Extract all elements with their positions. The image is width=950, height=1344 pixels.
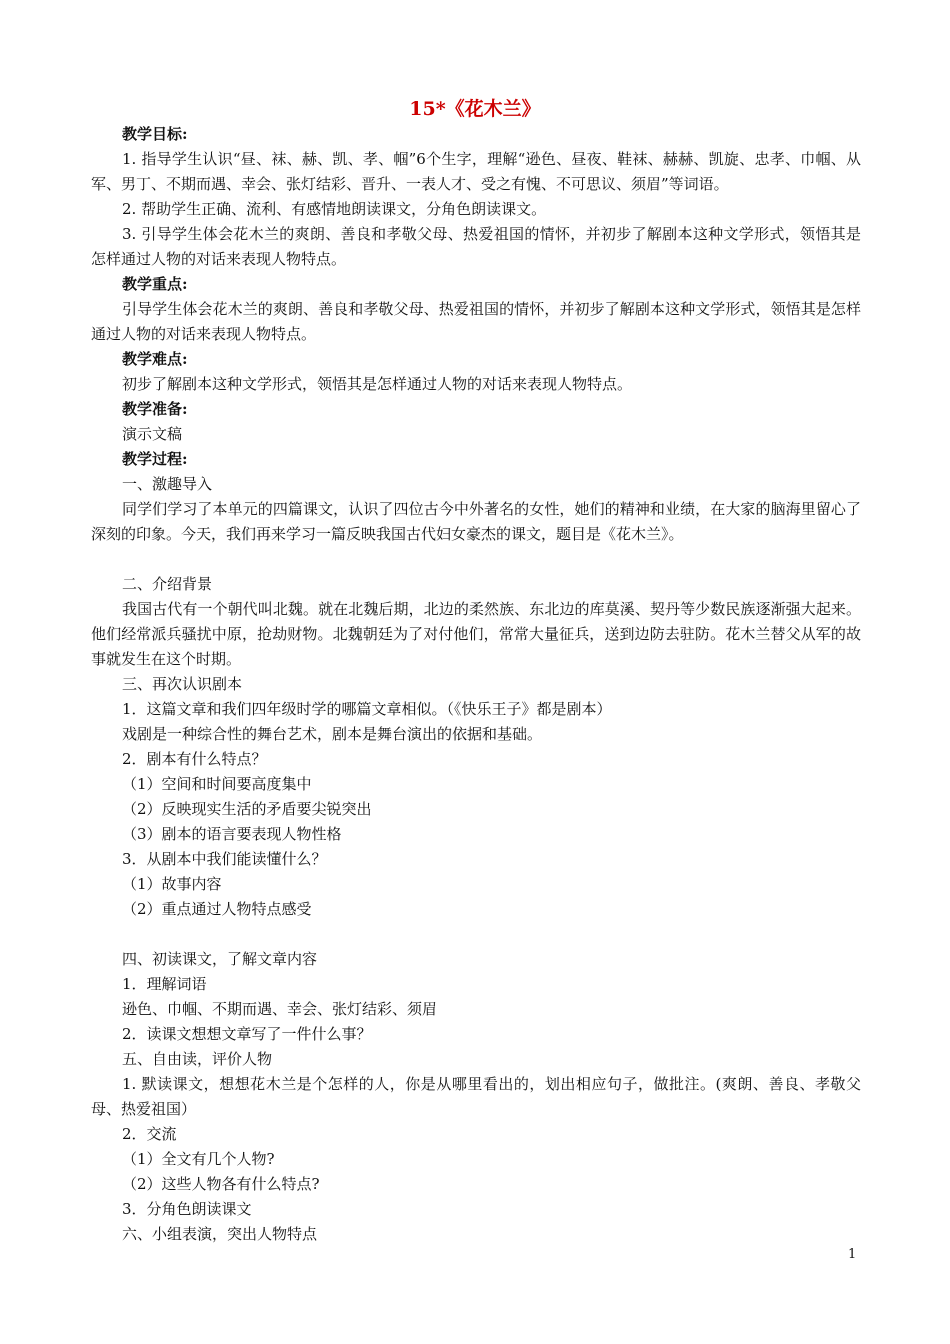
section-paragraph: 我国古代有一个朝代叫北魏。就在北魏后期，北边的柔然族、东北边的库莫溪、契丹等少数民族逐渐强大起来。他们经常派兵骚扰中原，抢劫财物。北魏朝廷为了对付他们，常常大量征兵，送到边防去驻防。花木兰替父从军的故事就发生在这个时期。 <box>91 600 861 668</box>
question-item: 2．交流 <box>122 1125 177 1143</box>
page-title: 15*《花木兰》 <box>409 98 541 120</box>
question-item: 2．剧本有什么特点？ <box>122 750 267 768</box>
section-title: 三、再次认识剧本 <box>122 675 243 693</box>
blank-line <box>91 922 861 947</box>
difficulties-heading: 教学难点: <box>122 350 188 368</box>
question-item: 1．理解词语 <box>122 975 207 993</box>
section-title: 六、小组表演，突出人物特点 <box>122 1225 318 1243</box>
sub-item: （1）故事内容 <box>122 875 222 893</box>
section-title: 一、激趣导入 <box>122 475 213 493</box>
section-title: 二、介绍背景 <box>122 575 213 593</box>
objective-item: 3. 引导学生体会花木兰的爽朗、善良和孝敬父母、热爱祖国的情怀，并初步了解剧本这种文学形式，领悟其是怎样通过人物的对话来表现人物特点。 <box>91 225 861 268</box>
preparation-heading: 教学准备: <box>122 400 188 418</box>
question-note: 戏剧是一种综合性的舞台艺术，剧本是舞台演出的依据和基础。 <box>122 725 543 743</box>
section-paragraph: 同学们学习了本单元的四篇课文，认识了四位古今中外著名的女性，她们的精神和业绩，在大家的脑海里留心了深刻的印象。今天，我们再来学习一篇反映我国古代妇女豪杰的课文，题目是《花木兰》。 <box>91 500 861 543</box>
sub-item: （1）全文有几个人物? <box>122 1150 275 1168</box>
section-title: 四、初读课文，了解文章内容 <box>122 950 318 968</box>
section-title: 五、自由读，评价人物 <box>122 1050 273 1068</box>
sub-item: （2）重点通过人物特点感受 <box>122 900 312 918</box>
process-heading: 教学过程: <box>122 450 188 468</box>
blank-line <box>91 547 861 572</box>
sub-item: （3）剧本的语言要表现人物性格 <box>122 825 342 843</box>
question-item: 1．这篇文章和我们四年级时学的哪篇文章相似。（《快乐王子》都是剧本） <box>122 700 612 718</box>
lesson-plan-body <box>91 122 861 1247</box>
key-points-text: 引导学生体会花木兰的爽朗、善良和孝敬父母、热爱祖国的情怀，并初步了解剧本这种文学形式，领悟其是怎样通过人物的对话来表现人物特点。 <box>91 300 861 343</box>
difficulties-text: 初步了解剧本这种文学形式，领悟其是怎样通过人物的对话来表现人物特点。 <box>122 375 633 393</box>
objective-item: 2. 帮助学生正确、流利、有感情地朗读课文，分角色朗读课文。 <box>122 200 547 218</box>
question-item: 1. 默读课文，想想花木兰是个怎样的人，你是从哪里看出的，划出相应句子，做批注。(爽朗、善良、孝敬父母、热爱祖国） <box>91 1075 861 1118</box>
question-item: 3．分角色朗读课文 <box>122 1200 252 1218</box>
objective-item: 1. 指导学生认识“昼、袜、赫、凯、孝、帼”6个生字，理解“逊色、昼夜、鞋袜、赫赫、凯旋、忠孝、巾帼、从军、男丁、不期而遇、幸会、张灯结彩、晋升、一表人才、受之有愧、不可思议、须眉”等词语。 <box>91 150 861 193</box>
objectives-heading: 教学目标: <box>122 125 188 143</box>
vocabulary-list: 逊色、巾帼、不期而遇、幸会、张灯结彩、须眉 <box>122 1000 438 1018</box>
question-item: 3．从剧本中我们能读懂什么？ <box>122 850 327 868</box>
preparation-text: 演示文稿 <box>122 425 183 443</box>
question-item: 2．读课文想想文章写了一件什么事？ <box>122 1025 372 1043</box>
key-points-heading: 教学重点: <box>122 275 188 293</box>
sub-item: （2）反映现实生活的矛盾要尖锐突出 <box>122 800 372 818</box>
page-number: 1 <box>848 1247 857 1262</box>
sub-item: （1）空间和时间要高度集中 <box>122 775 312 793</box>
sub-item: （2）这些人物各有什么特点? <box>122 1175 320 1193</box>
